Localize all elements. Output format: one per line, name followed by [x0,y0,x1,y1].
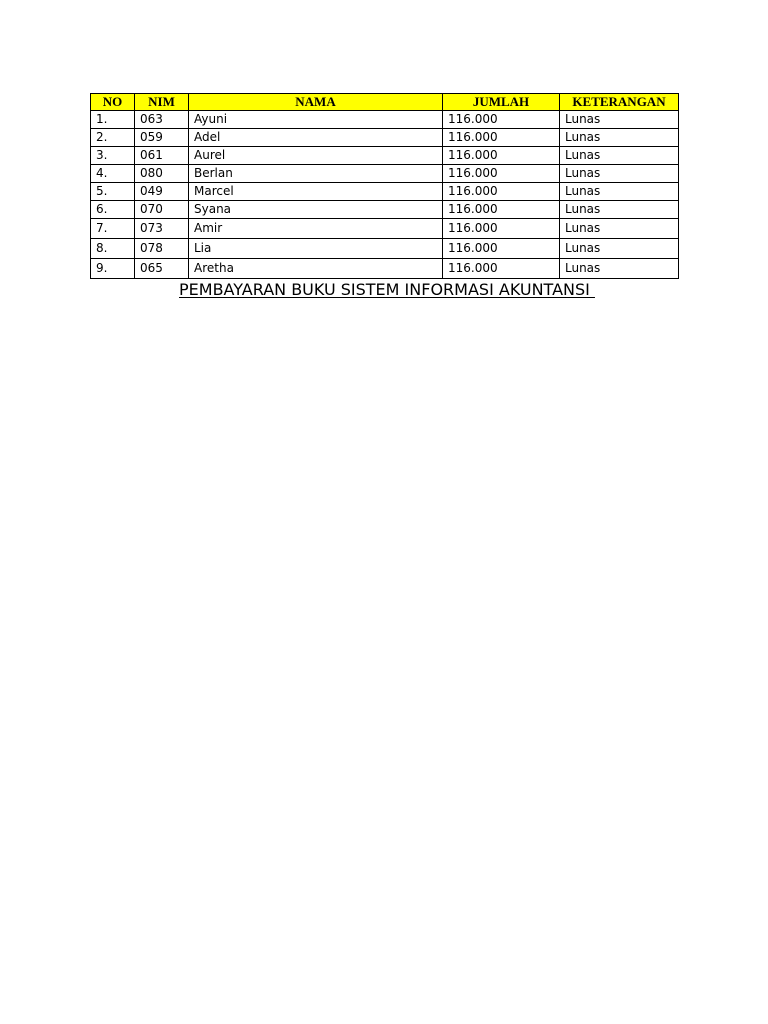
cell-nim: 080 [135,165,189,183]
cell-no: 7. [91,219,135,239]
table-row [91,129,679,147]
cell-nim: 065 [135,259,189,279]
cell-jumlah: 116.000 [443,219,560,239]
table-row [91,147,679,165]
cell-jumlah: 116.000 [443,147,560,165]
header-no: NO [91,94,135,111]
cell-keterangan: Lunas [560,183,679,201]
cell-jumlah: 116.000 [443,259,560,279]
cell-jumlah: 116.000 [443,129,560,147]
cell-nim: 059 [135,129,189,147]
cell-nama: Syana [189,201,443,219]
cell-jumlah: 116.000 [443,183,560,201]
cell-keterangan: Lunas [560,259,679,279]
cell-nim: 063 [135,111,189,129]
table-row [91,111,679,129]
cell-keterangan: Lunas [560,111,679,129]
cell-no: 3. [91,147,135,165]
header-nim: NIM [135,94,189,111]
cell-nama: Amir [189,219,443,239]
cell-nim: 070 [135,201,189,219]
cell-keterangan: Lunas [560,165,679,183]
table-caption [90,280,684,300]
cell-nama: Lia [189,239,443,259]
cell-nim: 061 [135,147,189,165]
cell-no: 8. [91,239,135,259]
cell-keterangan: Lunas [560,129,679,147]
cell-keterangan: Lunas [560,201,679,219]
cell-nama: Ayuni [189,111,443,129]
cell-keterangan: Lunas [560,239,679,259]
header-jumlah: JUMLAH [443,94,560,111]
header-keterangan: KETERANGAN [560,94,679,111]
cell-no: 6. [91,201,135,219]
cell-nim: 078 [135,239,189,259]
cell-nama: Aurel [189,147,443,165]
table-header-row [91,94,679,111]
cell-no: 5. [91,183,135,201]
table-row [91,239,679,259]
cell-no: 2. [91,129,135,147]
caption-text: PEMBAYARAN BUKU SISTEM INFORMASI AKUNTANSI [179,280,595,299]
table-row [91,259,679,279]
cell-no: 1. [91,111,135,129]
cell-jumlah: 116.000 [443,165,560,183]
table-body [91,111,679,279]
cell-no: 4. [91,165,135,183]
cell-keterangan: Lunas [560,219,679,239]
cell-nama: Marcel [189,183,443,201]
cell-jumlah: 116.000 [443,239,560,259]
table-row [91,165,679,183]
cell-jumlah: 116.000 [443,111,560,129]
cell-nama: Adel [189,129,443,147]
table-row [91,201,679,219]
cell-nim: 049 [135,183,189,201]
table-row [91,183,679,201]
table-row [91,219,679,239]
cell-nim: 073 [135,219,189,239]
cell-no: 9. [91,259,135,279]
cell-nama: Berlan [189,165,443,183]
payment-table [90,93,679,279]
header-nama: NAMA [189,94,443,111]
cell-jumlah: 116.000 [443,201,560,219]
cell-nama: Aretha [189,259,443,279]
cell-keterangan: Lunas [560,147,679,165]
